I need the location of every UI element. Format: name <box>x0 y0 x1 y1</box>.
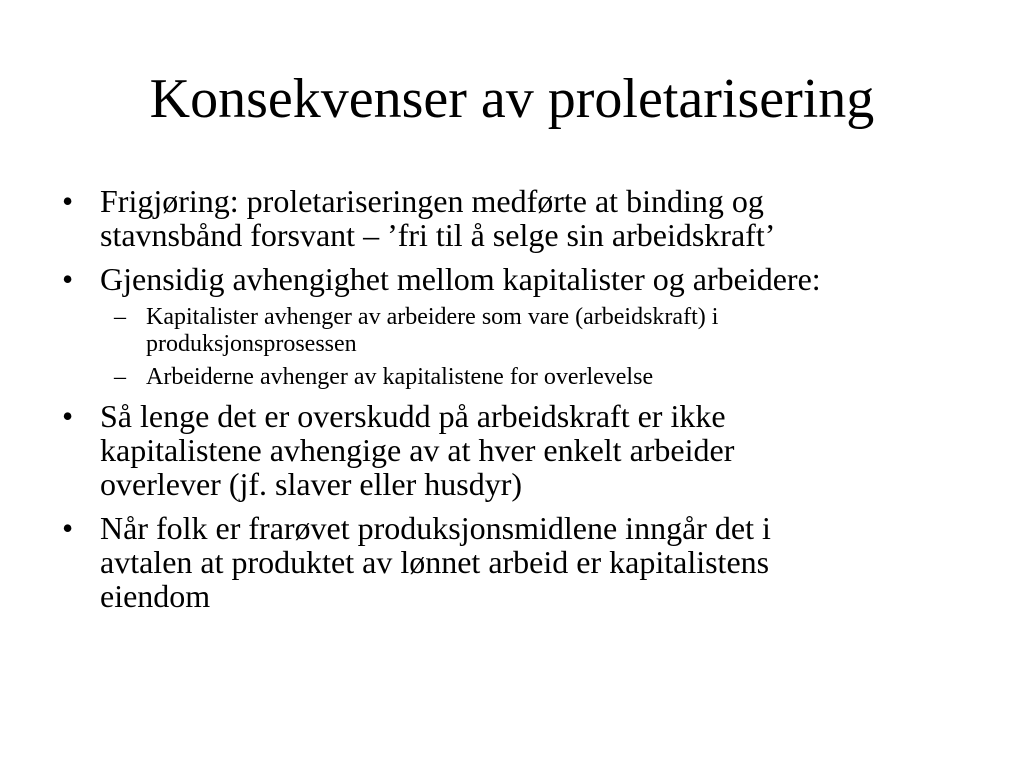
bullet-line: Når folk er frarøvet produksjonsmidlene inngår det i <box>100 510 771 546</box>
bullet-marker: • <box>62 261 74 297</box>
sub-item-kapitalister <box>60 304 980 358</box>
bullet-marker: • <box>62 510 74 546</box>
slide-title: Konsekvenser av proletarisering <box>149 68 875 130</box>
bullet-item-frarovet <box>60 511 980 613</box>
bullet-line: avtalen at produktet av lønnet arbeid er kapitalistens <box>100 544 770 580</box>
bullet-item-frigjoring <box>60 184 980 252</box>
bullet-marker: • <box>62 398 74 434</box>
slide-body <box>60 184 980 623</box>
bullet-item-gjensidig <box>60 262 980 296</box>
sub-marker: – <box>114 304 126 330</box>
bullet-marker: • <box>62 183 74 219</box>
sub-line: produksjonsprosessen <box>146 331 357 357</box>
bullet-line: stavnsbånd forsvant – ’fri til å selge sin arbeidskraft’ <box>100 217 776 253</box>
bullet-line: Frigjøring: proletariseringen medførte at binding og <box>100 183 764 219</box>
sub-line: Kapitalister avhenger av arbeidere som vare (arbeidskraft) i <box>146 304 719 330</box>
sub-line: Arbeiderne avhenger av kapitalistene for overlevelse <box>146 364 654 390</box>
bullet-line: eiendom <box>100 578 211 614</box>
bullet-line: Så lenge det er overskudd på arbeidskraft er ikke <box>100 398 726 434</box>
sub-marker: – <box>114 364 126 390</box>
bullet-line: kapitalistene avhengige av at hver enkelt arbeider <box>100 432 735 468</box>
bullet-line: overlever (jf. slaver eller husdyr) <box>100 466 523 502</box>
bullet-line: Gjensidig avhengighet mellom kapitalister og arbeidere: <box>100 261 821 297</box>
bullet-item-overskudd <box>60 399 980 501</box>
sub-item-arbeiderne <box>60 364 980 391</box>
